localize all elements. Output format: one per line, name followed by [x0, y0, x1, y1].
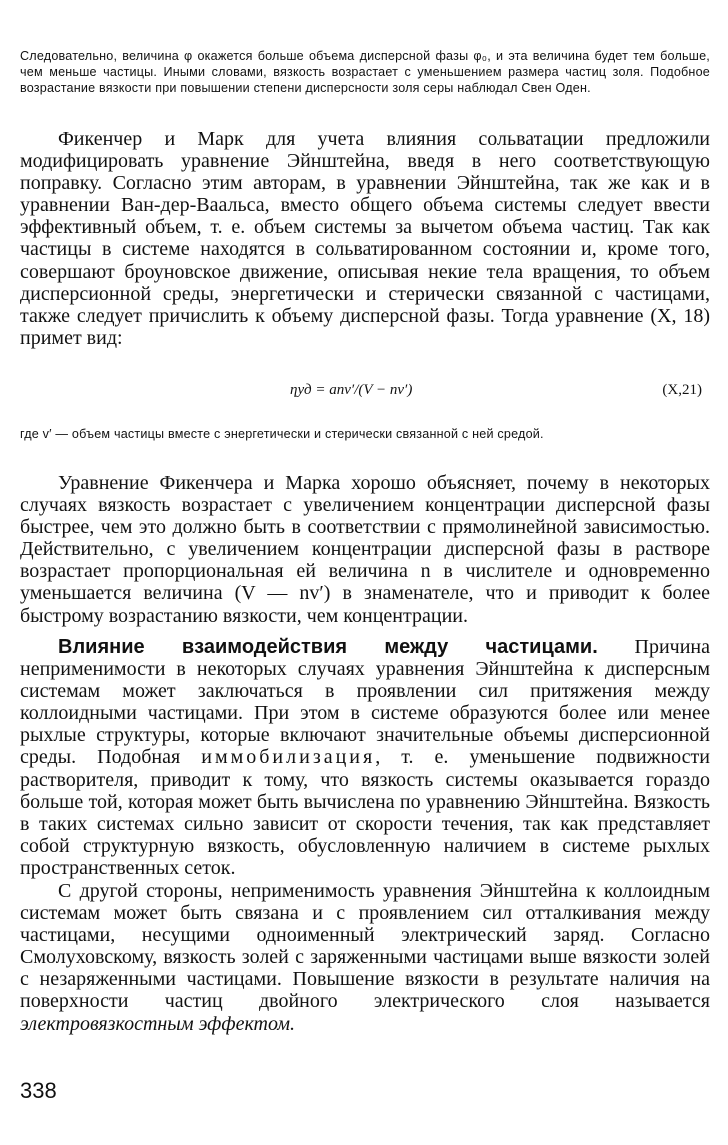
formula-x21 [20, 382, 710, 406]
formula-number: (X,21) [662, 382, 702, 398]
paragraph-3 [20, 636, 710, 879]
top-note-text: Следовательно, величина φ окажется больше объема дисперсной фазы φ₀, и эта величина будет тем больше, чем меньше частицы. Иными словами, вязкость возрастает с уменьшением размера частиц золя. Подобное возрастание вязкости при повышении степени дисперсности золя серы наблюдал Свен Оден. [20, 49, 710, 95]
where-note [20, 426, 710, 442]
paragraph-2-text: Уравнение Фикенчера и Марка хорошо объясняет, почему в некоторых случаях вязкость возрастает с увеличением концентрации дисперсной фазы быстрее, чем это должно быть в соответствии с прямолинейной зависимостью. Действительно, с увеличением концентрации дисперсной фазы в растворе возрастает пропорциональная ей величина n в числителе и одновременно уменьшается величина (V — nv′) в знаменателе, что и приводит к более быстрому возрастанию вязкости, чем концентрации. [20, 472, 710, 627]
paragraph-2 [20, 472, 710, 627]
paragraph-3-text-before: Причина неприменимости в некоторых случаях уравнения Эйнштейна к дисперсным системам может заключаться в проявлении сил притяжения между коллоидными частицами. При этом в системе образуются более или менее рыхлые структуры, которые включают значительные объемы дисперсионной среды. Подобная [20, 636, 710, 769]
page-number: 338 [20, 1078, 57, 1103]
section-heading: Влияние взаимодействия между частицами. [58, 636, 598, 658]
spaced-term: иммобилизация [201, 746, 376, 769]
italic-term: электровязкостным эффектом. [20, 1012, 295, 1035]
where-note-text: где v′ — объем частицы вместе с энергетически и стерически связанной с ней средой. [20, 427, 544, 441]
formula-expression: ηуд = anv′/(V − nv′) [290, 382, 413, 398]
paragraph-1 [20, 128, 710, 349]
paragraph-1-text: Фикенчер и Марк для учета влияния сольватации предложили модифицировать уравнение Эйнштейна, введя в него соответствующую поправку. Согласно этим авторам, в уравнении Эйнштейна, так же как и в уравнении Ван-дер-Ваальса, вместо общего объема системы следует ввести эффективный объем, т. е. объем системы за вычетом объема частиц. Так как частицы в системе находятся в сольватированном состоянии и, кроме того, совершают броуновское движение, описывая некие тела вращения, то объем дисперсионной среды, энергетически и стерически связанной с частицами, также следует причислить к объему дисперсной фазы. Тогда уравнение (X, 18) примет вид: [20, 128, 710, 349]
paragraph-4-body [20, 880, 710, 1035]
paragraph-3-body [20, 636, 710, 879]
paragraph-4 [20, 880, 710, 1035]
top-note [20, 48, 710, 96]
paragraph-4-text: С другой стороны, неприменимость уравнения Эйнштейна к коллоидным системам может быть связана и с проявлением сил отталкивания между частицами, несущими одноименный электрический заряд. Согласно Смолуховскому, вязкость золей с заряженными частицами выше вязкости золей с незаряженными частицами. Повышение вязкости в результате наличия на поверхности частиц двойного электрического слоя называется [20, 880, 710, 1013]
paragraph-3-text-after: , т. е. уменьшение подвижности растворителя, приводит к тому, что вязкость системы оказывается гораздо больше той, которая может быть вычислена по уравнению Эйнштейна. Вязкость в таких системах сильно зависит от скорости течения, так как представляет собой структурную вязкость, обусловленную наличием в системе рыхлых пространственных сеток. [20, 746, 710, 879]
